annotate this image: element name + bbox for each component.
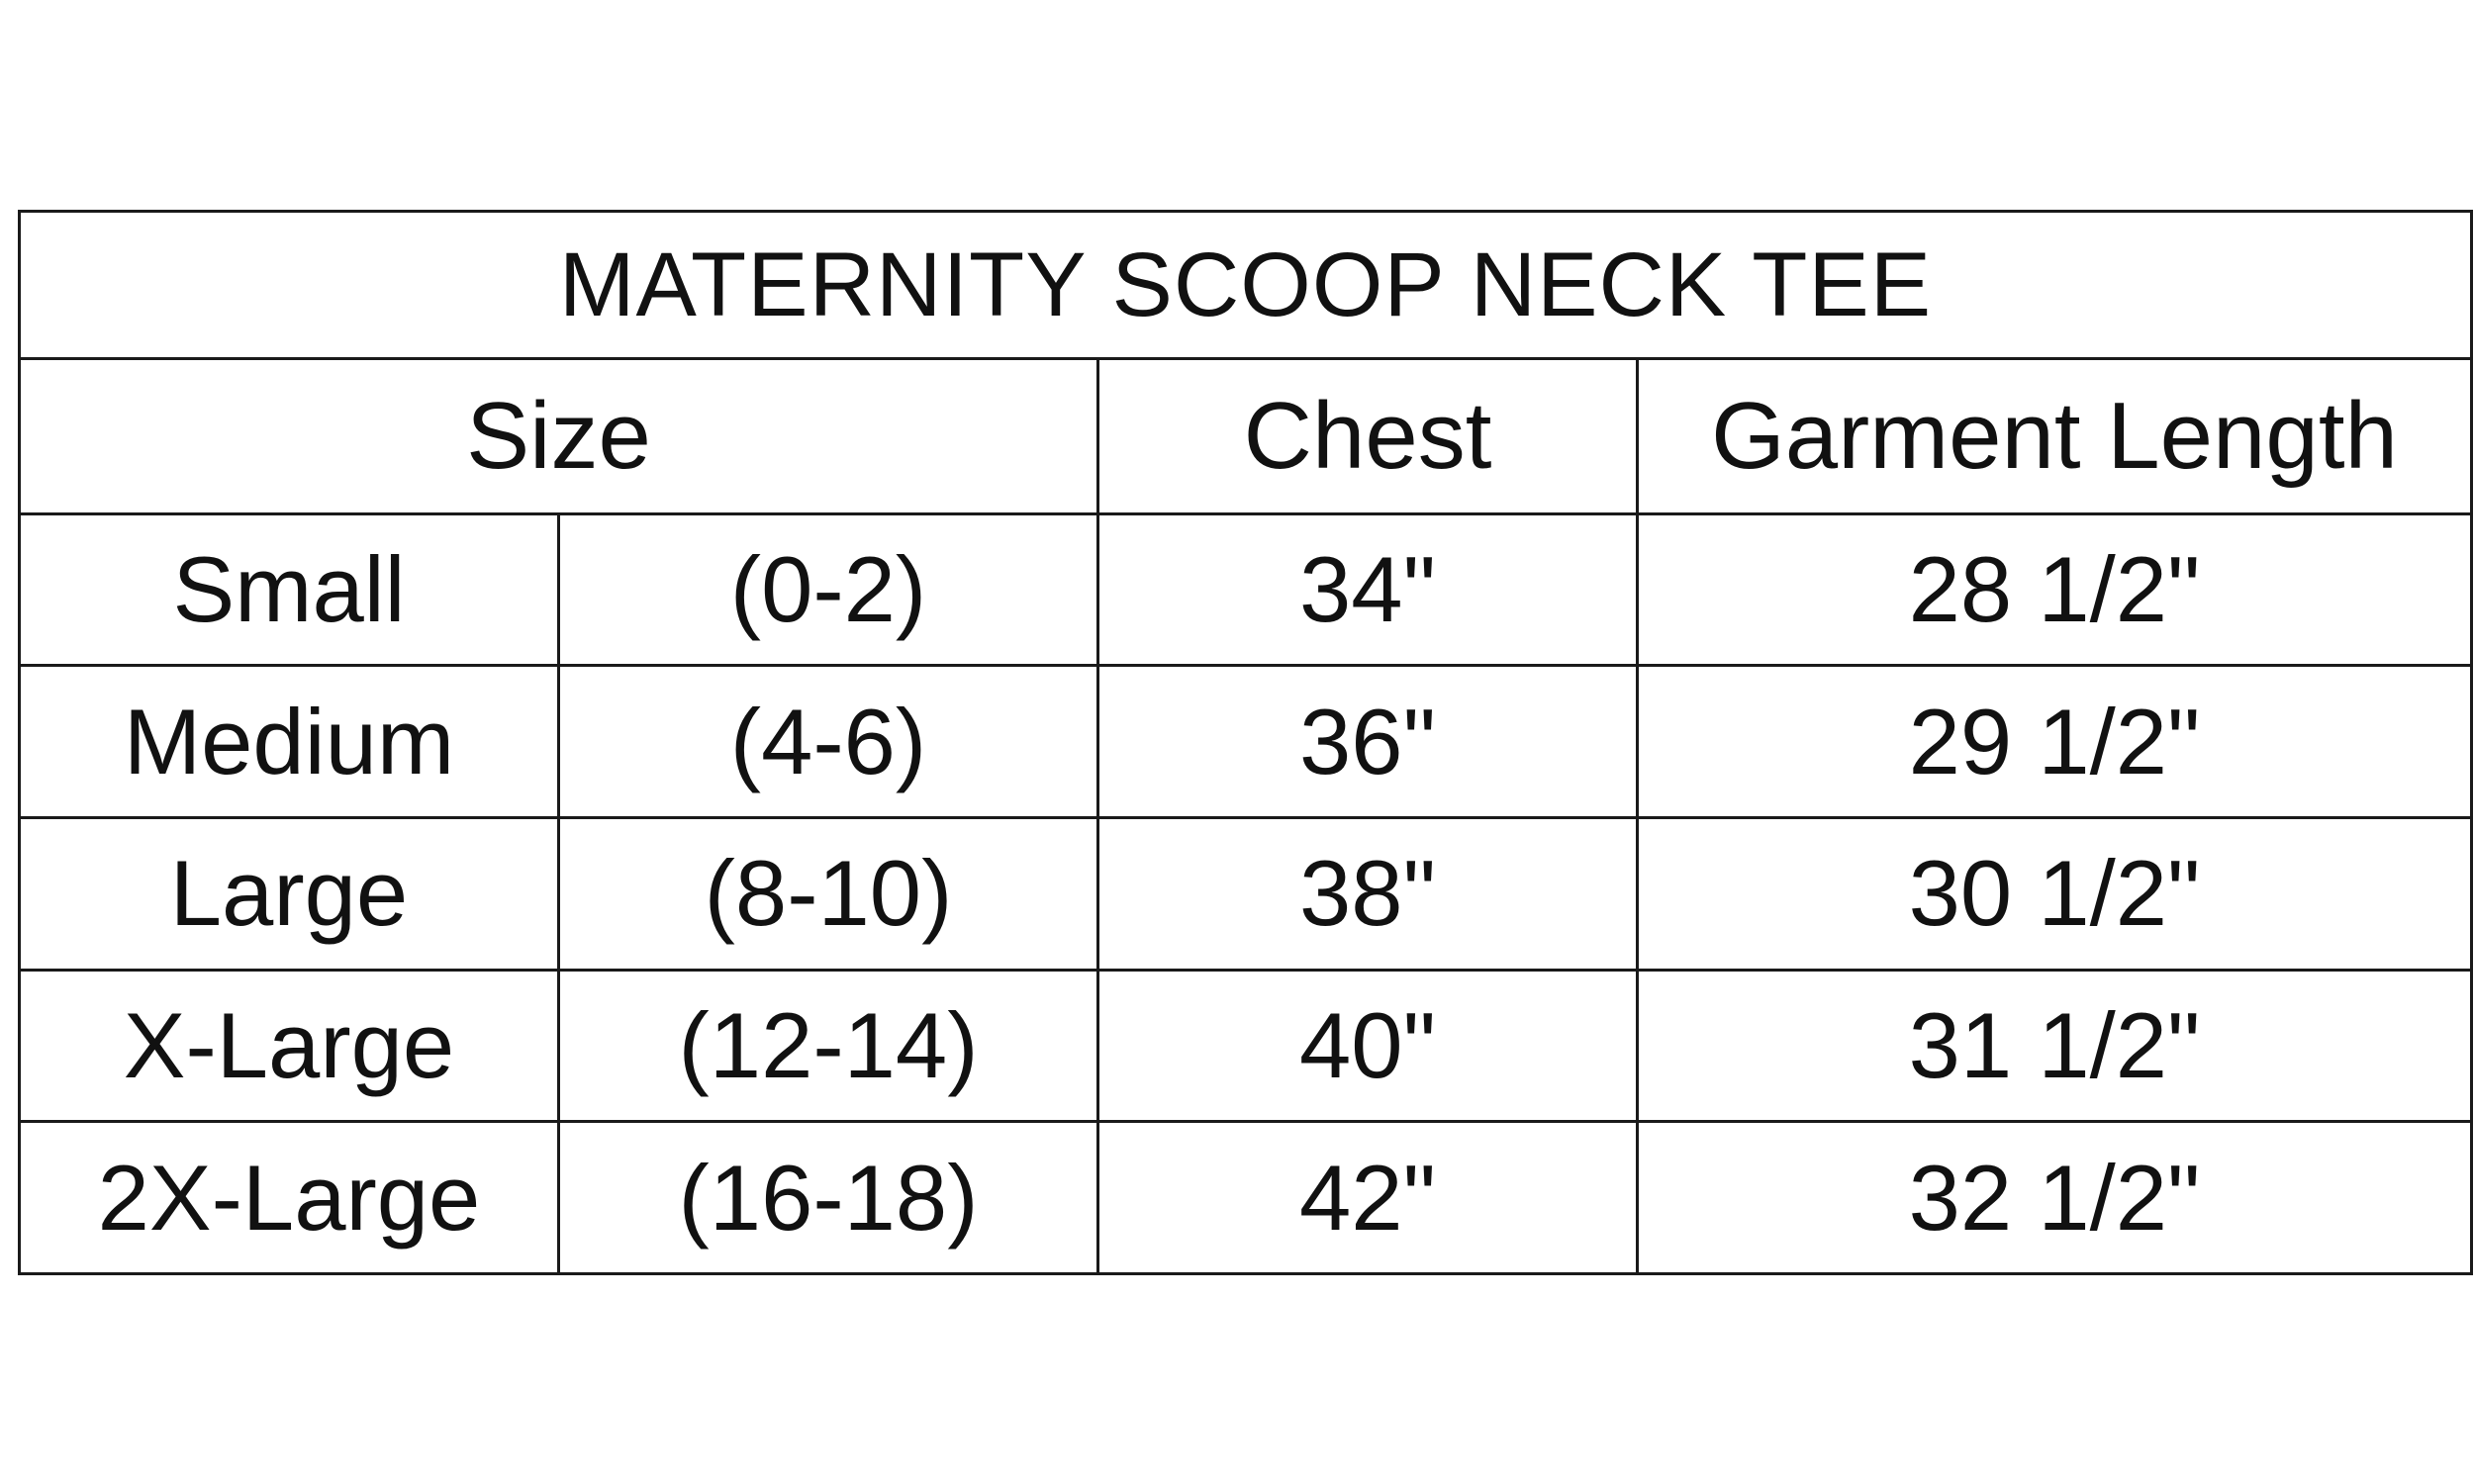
length-cell: 29 1/2": [1638, 666, 2472, 818]
header-chest: Chest: [1098, 359, 1638, 513]
size-range-cell: (4-6): [559, 666, 1098, 818]
size-range-cell: (0-2): [559, 513, 1098, 666]
size-range-cell: (12-14): [559, 970, 1098, 1122]
table-title: MATERNITY SCOOP NECK TEE: [20, 212, 2472, 359]
table-row: [20, 1122, 2472, 1274]
size-name-cell: X-Large: [20, 970, 559, 1122]
length-cell: 31 1/2": [1638, 970, 2472, 1122]
table-row: [20, 513, 2472, 666]
size-range-cell: (8-10): [559, 818, 1098, 971]
table-row: [20, 666, 2472, 818]
length-cell: 30 1/2": [1638, 818, 2472, 971]
chest-cell: 40": [1098, 970, 1638, 1122]
table-row: [20, 818, 2472, 971]
size-name-cell: Large: [20, 818, 559, 971]
length-cell: 28 1/2": [1638, 513, 2472, 666]
chest-cell: 34": [1098, 513, 1638, 666]
header-size: Size: [20, 359, 1098, 513]
chest-cell: 36": [1098, 666, 1638, 818]
table-row: [20, 970, 2472, 1122]
size-name-cell: 2X-Large: [20, 1122, 559, 1274]
header-row: [20, 359, 2472, 513]
length-cell: 32 1/2": [1638, 1122, 2472, 1274]
size-name-cell: Medium: [20, 666, 559, 818]
size-range-cell: (16-18): [559, 1122, 1098, 1274]
size-name-cell: Small: [20, 513, 559, 666]
size-chart-table: [18, 210, 2473, 1275]
chest-cell: 42": [1098, 1122, 1638, 1274]
chest-cell: 38": [1098, 818, 1638, 971]
title-row: [20, 212, 2472, 359]
header-garment-length: Garment Length: [1638, 359, 2472, 513]
